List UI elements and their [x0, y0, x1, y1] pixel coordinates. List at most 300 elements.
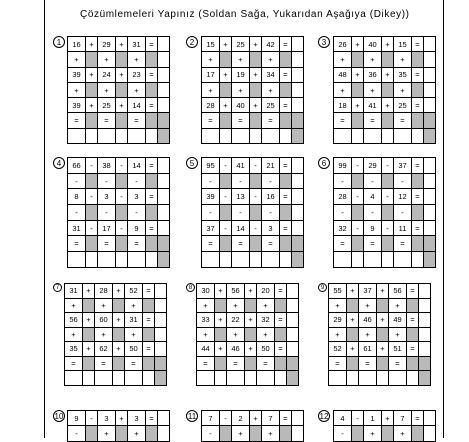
grid-cell: -	[394, 205, 412, 221]
answer-cell[interactable]	[292, 220, 304, 236]
blocked-cell	[220, 236, 232, 252]
puzzle-grid	[67, 410, 170, 442]
answer-cell[interactable]	[158, 189, 170, 205]
answer-cell[interactable]	[292, 67, 304, 82]
grid-row	[334, 426, 436, 441]
grid-cell: +	[197, 298, 215, 313]
blocked-cell	[275, 298, 287, 313]
grid-row	[202, 411, 304, 426]
grid-cell: 18	[334, 98, 352, 113]
grid-cell: =	[412, 37, 424, 52]
grid-row	[202, 128, 304, 143]
grid-row	[202, 37, 304, 52]
grid-cell: -	[98, 205, 116, 221]
answer-cell[interactable]	[262, 128, 280, 143]
grid-cell: =	[407, 342, 419, 357]
answer-cell[interactable]	[158, 37, 170, 52]
answer-cell[interactable]	[232, 128, 250, 143]
grid-cell: =	[329, 356, 347, 371]
grid-cell: 29	[364, 158, 382, 174]
blocked-cell	[287, 356, 299, 371]
grid-row	[68, 411, 170, 426]
grid-cell: =	[412, 189, 424, 205]
answer-cell[interactable]	[352, 128, 364, 143]
grid-cell: +	[377, 342, 389, 357]
grid-cell: +	[83, 342, 95, 357]
blocked-cell	[86, 82, 98, 97]
grid-row	[202, 67, 304, 82]
blocked-cell	[146, 173, 158, 189]
answer-cell[interactable]	[419, 298, 431, 313]
answer-cell[interactable]	[292, 158, 304, 174]
grid-cell: =	[280, 411, 292, 426]
grid-row	[202, 82, 304, 97]
grid-cell: +	[262, 82, 280, 97]
left-margin-line	[44, 0, 45, 438]
answer-cell[interactable]	[250, 128, 262, 143]
blocked-cell	[280, 173, 292, 189]
grid-cell: +	[359, 298, 377, 313]
grid-cell: 3	[98, 189, 116, 205]
grid-row	[334, 411, 436, 426]
blocked-cell	[143, 298, 155, 313]
puzzle-grid	[201, 36, 304, 144]
answer-cell[interactable]	[245, 371, 257, 386]
answer-cell[interactable]	[158, 98, 170, 113]
answer-cell[interactable]	[424, 37, 436, 52]
grid-row	[68, 113, 170, 128]
grid-cell: +	[377, 284, 389, 299]
grid-cell: -	[202, 173, 220, 189]
answer-cell[interactable]	[419, 284, 431, 299]
grid-cell: 48	[334, 67, 352, 82]
answer-cell[interactable]	[412, 128, 424, 143]
answer-cell[interactable]	[146, 252, 158, 268]
blocked-cell	[116, 52, 128, 67]
blocked-cell	[250, 82, 262, 97]
blocked-cell	[86, 426, 98, 441]
grid-cell: -	[68, 173, 86, 189]
grid-cell: 28	[334, 189, 352, 205]
grid-cell: +	[113, 342, 125, 357]
blocked-cell	[407, 298, 419, 313]
grid-cell: =	[146, 98, 158, 113]
puzzle-grid	[67, 157, 170, 268]
grid-cell: -	[220, 189, 232, 205]
answer-cell[interactable]	[287, 284, 299, 299]
grid-row	[334, 128, 436, 143]
grid-cell: 56	[389, 284, 407, 299]
answer-cell[interactable]	[394, 128, 412, 143]
grid-cell: -	[334, 205, 352, 221]
grid-cell: -	[98, 173, 116, 189]
grid-cell: -	[352, 189, 364, 205]
answer-cell[interactable]	[329, 371, 347, 386]
answer-cell[interactable]	[202, 128, 220, 143]
answer-cell[interactable]	[424, 82, 436, 97]
answer-cell[interactable]	[202, 252, 220, 268]
blocked-cell	[280, 426, 292, 441]
grid-cell: +	[220, 37, 232, 52]
grid-cell: 60	[95, 313, 113, 328]
answer-cell[interactable]	[128, 252, 146, 268]
grid-row	[202, 205, 304, 221]
grid-cell: +	[95, 327, 113, 342]
answer-cell[interactable]	[128, 128, 146, 143]
grid-cell: =	[95, 356, 113, 371]
grid-cell: 28	[95, 284, 113, 299]
answer-cell[interactable]	[68, 128, 86, 143]
answer-cell[interactable]	[158, 52, 170, 67]
blocked-cell	[215, 327, 227, 342]
answer-cell[interactable]	[347, 371, 359, 386]
answer-cell[interactable]	[257, 371, 275, 386]
answer-cell[interactable]	[143, 371, 155, 386]
blocked-cell	[245, 356, 257, 371]
blocked-cell	[146, 426, 158, 441]
grid-row	[334, 98, 436, 113]
answer-cell[interactable]	[419, 342, 431, 357]
grid-cell: 99	[334, 158, 352, 174]
grid-cell: +	[377, 313, 389, 328]
blocked-cell	[412, 52, 424, 67]
grid-cell: +	[98, 426, 116, 441]
answer-cell[interactable]	[232, 252, 250, 268]
answer-cell[interactable]	[125, 371, 143, 386]
grid-row	[334, 189, 436, 205]
answer-cell[interactable]	[158, 205, 170, 221]
grid-cell: =	[98, 113, 116, 128]
grid-cell: 37	[394, 158, 412, 174]
answer-cell[interactable]	[287, 342, 299, 357]
blocked-cell	[377, 327, 389, 342]
grid-cell: +	[232, 82, 250, 97]
grid-cell: 4	[334, 411, 352, 426]
answer-cell[interactable]	[424, 189, 436, 205]
grid-cell: 44	[197, 342, 215, 357]
grid-cell: +	[382, 67, 394, 82]
answer-cell[interactable]	[155, 313, 167, 328]
grid-row	[68, 37, 170, 52]
grid-cell: 25	[232, 37, 250, 52]
grid-cell: +	[389, 298, 407, 313]
grid-row	[197, 298, 299, 313]
grid-cell: =	[280, 37, 292, 52]
answer-cell[interactable]	[280, 252, 292, 268]
answer-cell[interactable]	[116, 252, 128, 268]
grid-row	[329, 327, 431, 342]
grid-cell: -	[250, 189, 262, 205]
puzzle-number: 11	[187, 412, 197, 421]
grid-cell: 26	[334, 37, 352, 52]
answer-cell[interactable]	[287, 327, 299, 342]
answer-cell[interactable]	[424, 173, 436, 189]
answer-cell[interactable]	[155, 342, 167, 357]
grid-cell: 3	[128, 189, 146, 205]
answer-cell[interactable]	[292, 411, 304, 426]
grid-cell: +	[215, 284, 227, 299]
answer-cell[interactable]	[292, 426, 304, 441]
answer-cell[interactable]	[292, 98, 304, 113]
grid-row	[68, 426, 170, 441]
grid-row	[65, 327, 167, 342]
answer-cell[interactable]	[158, 426, 170, 441]
answer-cell[interactable]	[275, 371, 287, 386]
blocked-cell	[86, 113, 98, 128]
answer-cell[interactable]	[220, 128, 232, 143]
answer-cell[interactable]	[424, 411, 436, 426]
answer-cell[interactable]	[424, 158, 436, 174]
blocked-cell	[347, 356, 359, 371]
puzzle-grid	[328, 283, 431, 386]
grid-cell: 40	[364, 37, 382, 52]
grid-cell: 37	[202, 220, 220, 236]
grid-cell: -	[232, 205, 250, 221]
grid-cell: -	[334, 173, 352, 189]
answer-cell[interactable]	[292, 82, 304, 97]
blocked-cell	[220, 426, 232, 441]
grid-cell: 1	[364, 411, 382, 426]
answer-cell[interactable]	[292, 189, 304, 205]
grid-cell: +	[95, 298, 113, 313]
blocked-cell	[412, 426, 424, 441]
right-margin-line	[443, 0, 444, 438]
answer-cell[interactable]	[280, 128, 292, 143]
answer-cell[interactable]	[68, 252, 86, 268]
answer-cell[interactable]	[359, 371, 377, 386]
answer-cell[interactable]	[419, 327, 431, 342]
answer-cell[interactable]	[424, 67, 436, 82]
blocked-cell	[419, 371, 431, 386]
grid-cell: 56	[227, 284, 245, 299]
answer-cell[interactable]	[158, 158, 170, 174]
answer-cell[interactable]	[292, 205, 304, 221]
blocked-cell	[352, 173, 364, 189]
grid-cell: +	[220, 67, 232, 82]
blocked-cell	[407, 356, 419, 371]
grid-cell: =	[412, 158, 424, 174]
answer-cell[interactable]	[155, 284, 167, 299]
blocked-cell	[412, 82, 424, 97]
blocked-cell	[143, 356, 155, 371]
answer-cell[interactable]	[424, 205, 436, 221]
grid-cell: =	[146, 220, 158, 236]
grid-cell: +	[257, 327, 275, 342]
grid-cell: 7	[394, 411, 412, 426]
grid-cell: 95	[202, 158, 220, 174]
answer-cell[interactable]	[334, 252, 352, 268]
answer-cell[interactable]	[407, 371, 419, 386]
answer-cell[interactable]	[227, 371, 245, 386]
grid-cell: 37	[359, 284, 377, 299]
grid-cell: +	[382, 37, 394, 52]
blocked-cell	[275, 356, 287, 371]
blocked-cell	[220, 52, 232, 67]
grid-row	[68, 252, 170, 268]
answer-cell[interactable]	[262, 252, 280, 268]
answer-cell[interactable]	[424, 426, 436, 441]
grid-row	[197, 371, 299, 386]
answer-cell[interactable]	[364, 128, 382, 143]
grid-cell: -	[220, 220, 232, 236]
answer-cell[interactable]	[382, 252, 394, 268]
blocked-cell	[424, 113, 436, 128]
grid-cell: +	[215, 342, 227, 357]
grid-cell: +	[98, 82, 116, 97]
answer-cell[interactable]	[95, 371, 113, 386]
answer-cell[interactable]	[158, 411, 170, 426]
grid-cell: +	[352, 98, 364, 113]
puzzle-grid	[64, 283, 167, 386]
grid-cell: +	[128, 426, 146, 441]
grid-cell: =	[146, 411, 158, 426]
answer-cell[interactable]	[287, 313, 299, 328]
blocked-cell	[220, 113, 232, 128]
answer-cell[interactable]	[158, 220, 170, 236]
blocked-cell	[86, 52, 98, 67]
grid-cell: +	[382, 411, 394, 426]
grid-cell: 51	[389, 342, 407, 357]
grid-cell: 31	[128, 37, 146, 52]
blocked-cell	[280, 236, 292, 252]
answer-cell[interactable]	[158, 82, 170, 97]
answer-cell[interactable]	[83, 371, 95, 386]
answer-cell[interactable]	[292, 52, 304, 67]
answer-cell[interactable]	[412, 252, 424, 268]
grid-row	[68, 98, 170, 113]
grid-cell: -	[364, 173, 382, 189]
grid-cell: +	[125, 327, 143, 342]
blocked-cell	[86, 236, 98, 252]
grid-cell: +	[245, 313, 257, 328]
grid-cell: 24	[98, 67, 116, 82]
answer-cell[interactable]	[292, 173, 304, 189]
grid-cell: +	[250, 37, 262, 52]
grid-row	[68, 205, 170, 221]
blocked-cell	[280, 113, 292, 128]
grid-cell: 3	[128, 411, 146, 426]
answer-cell[interactable]	[86, 128, 98, 143]
grid-cell: 39	[202, 189, 220, 205]
blocked-cell	[352, 82, 364, 97]
grid-cell: =	[143, 313, 155, 328]
answer-cell[interactable]	[352, 252, 364, 268]
grid-row	[65, 342, 167, 357]
blocked-cell	[158, 113, 170, 128]
grid-row	[202, 236, 304, 252]
answer-cell[interactable]	[377, 371, 389, 386]
blocked-cell	[382, 113, 394, 128]
answer-cell[interactable]	[419, 313, 431, 328]
answer-cell[interactable]	[98, 128, 116, 143]
grid-cell: =	[68, 236, 86, 252]
grid-cell: +	[352, 37, 364, 52]
grid-cell: +	[250, 98, 262, 113]
answer-cell[interactable]	[250, 252, 262, 268]
answer-cell[interactable]	[394, 252, 412, 268]
blocked-cell	[158, 128, 170, 143]
answer-cell[interactable]	[116, 128, 128, 143]
grid-cell: =	[125, 356, 143, 371]
grid-cell: =	[257, 356, 275, 371]
grid-cell: +	[347, 342, 359, 357]
answer-cell[interactable]	[424, 98, 436, 113]
grid-cell: =	[143, 342, 155, 357]
puzzle-number: 3	[318, 36, 330, 48]
grid-cell: +	[232, 426, 250, 441]
grid-row	[329, 313, 431, 328]
blocked-cell	[347, 327, 359, 342]
answer-cell[interactable]	[424, 52, 436, 67]
grid-row	[202, 173, 304, 189]
grid-cell: 38	[98, 158, 116, 174]
blocked-cell	[155, 371, 167, 386]
grid-cell: 21	[262, 158, 280, 174]
blocked-cell	[116, 173, 128, 189]
answer-cell[interactable]	[146, 128, 158, 143]
grid-cell: 29	[329, 313, 347, 328]
grid-cell: =	[275, 342, 287, 357]
blocked-cell	[113, 298, 125, 313]
answer-cell[interactable]	[86, 252, 98, 268]
grid-cell: -	[382, 220, 394, 236]
grid-row	[68, 173, 170, 189]
grid-cell: -	[382, 158, 394, 174]
answer-cell[interactable]	[382, 128, 394, 143]
answer-cell[interactable]	[389, 371, 407, 386]
puzzle-number: 2	[186, 36, 198, 48]
blocked-cell	[220, 205, 232, 221]
grid-cell: +	[382, 98, 394, 113]
answer-cell[interactable]	[98, 252, 116, 268]
answer-cell[interactable]	[364, 252, 382, 268]
answer-cell[interactable]	[292, 37, 304, 52]
grid-cell: 46	[359, 313, 377, 328]
grid-row	[329, 356, 431, 371]
grid-cell: 62	[95, 342, 113, 357]
answer-cell[interactable]	[215, 371, 227, 386]
answer-cell[interactable]	[220, 252, 232, 268]
grid-row	[68, 128, 170, 143]
grid-cell: -	[86, 158, 98, 174]
answer-cell[interactable]	[158, 67, 170, 82]
answer-cell[interactable]	[65, 371, 83, 386]
grid-cell: +	[394, 426, 412, 441]
answer-cell[interactable]	[424, 220, 436, 236]
grid-cell: =	[412, 67, 424, 82]
grid-cell: +	[364, 82, 382, 97]
answer-cell[interactable]	[334, 128, 352, 143]
answer-cell[interactable]	[287, 298, 299, 313]
grid-cell: =	[280, 98, 292, 113]
answer-cell[interactable]	[155, 298, 167, 313]
answer-cell[interactable]	[155, 327, 167, 342]
grid-cell: 39	[68, 98, 86, 113]
grid-cell: 35	[394, 67, 412, 82]
answer-cell[interactable]	[197, 371, 215, 386]
grid-cell: -	[220, 411, 232, 426]
grid-row	[197, 313, 299, 328]
answer-cell[interactable]	[113, 371, 125, 386]
grid-cell: +	[329, 327, 347, 342]
grid-cell: 56	[65, 313, 83, 328]
grid-cell: =	[98, 236, 116, 252]
answer-cell[interactable]	[158, 173, 170, 189]
grid-cell: =	[143, 284, 155, 299]
grid-cell: +	[202, 82, 220, 97]
puzzle-number: 9	[318, 283, 327, 292]
grid-row	[334, 205, 436, 221]
